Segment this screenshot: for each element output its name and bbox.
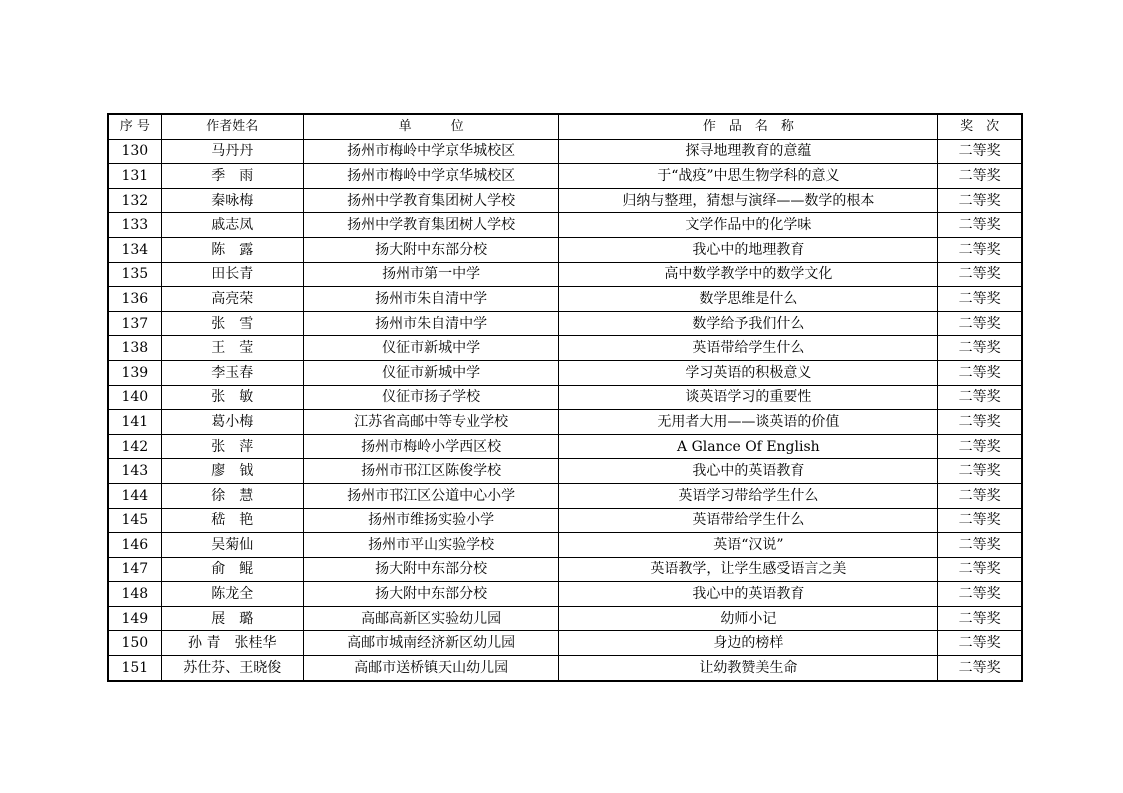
cell-no: 130 — [108, 139, 161, 164]
cell-unit: 扬大附中东部分校 — [303, 557, 559, 582]
cell-work: 幼师小记 — [559, 606, 938, 631]
cell-author: 吴菊仙 — [161, 533, 303, 558]
cell-unit: 仪征市新城中学 — [303, 360, 559, 385]
header-unit: 单 位 — [303, 114, 559, 139]
cell-no: 145 — [108, 508, 161, 533]
cell-author: 张 敏 — [161, 385, 303, 410]
cell-award: 二等奖 — [938, 164, 1022, 189]
cell-author: 嵇 艳 — [161, 508, 303, 533]
cell-unit: 仪征市扬子学校 — [303, 385, 559, 410]
cell-unit: 扬州市平山实验学校 — [303, 533, 559, 558]
cell-no: 151 — [108, 656, 161, 681]
cell-work: 英语带给学生什么 — [559, 508, 938, 533]
cell-author: 苏仕芬、王晓俊 — [161, 656, 303, 681]
cell-author: 俞 鲲 — [161, 557, 303, 582]
cell-no: 140 — [108, 385, 161, 410]
cell-unit: 扬州市梅岭中学京华城校区 — [303, 164, 559, 189]
cell-award: 二等奖 — [938, 360, 1022, 385]
cell-no: 141 — [108, 410, 161, 435]
cell-award: 二等奖 — [938, 557, 1022, 582]
cell-work: 我心中的英语教育 — [559, 582, 938, 607]
cell-award: 二等奖 — [938, 237, 1022, 262]
header-author: 作者姓名 — [161, 114, 303, 139]
table-row — [108, 606, 1022, 631]
table-row — [108, 164, 1022, 189]
cell-work: 高中数学教学中的数学文化 — [559, 262, 938, 287]
cell-no: 139 — [108, 360, 161, 385]
cell-unit: 扬州市邗江区陈俊学校 — [303, 459, 559, 484]
cell-author: 葛小梅 — [161, 410, 303, 435]
cell-award: 二等奖 — [938, 287, 1022, 312]
cell-award: 二等奖 — [938, 385, 1022, 410]
cell-unit: 扬州市维扬实验小学 — [303, 508, 559, 533]
cell-unit: 扬州市朱自清中学 — [303, 287, 559, 312]
cell-author: 张 萍 — [161, 434, 303, 459]
cell-unit: 扬州市梅岭小学西区校 — [303, 434, 559, 459]
award-table — [107, 113, 1023, 682]
cell-author: 王 莹 — [161, 336, 303, 361]
table-row — [108, 656, 1022, 681]
cell-work: 文学作品中的化学味 — [559, 213, 938, 238]
table-body — [108, 139, 1022, 681]
cell-work: 英语带给学生什么 — [559, 336, 938, 361]
cell-work: 数学给予我们什么 — [559, 311, 938, 336]
table-row — [108, 237, 1022, 262]
cell-no: 137 — [108, 311, 161, 336]
cell-author: 马丹丹 — [161, 139, 303, 164]
cell-no: 136 — [108, 287, 161, 312]
cell-work: 谈英语学习的重要性 — [559, 385, 938, 410]
header-work: 作 品 名 称 — [559, 114, 938, 139]
cell-author: 季 雨 — [161, 164, 303, 189]
cell-award: 二等奖 — [938, 582, 1022, 607]
cell-author: 廖 钺 — [161, 459, 303, 484]
cell-unit: 扬州市梅岭中学京华城校区 — [303, 139, 559, 164]
cell-author: 孙 青 张桂华 — [161, 631, 303, 656]
cell-no: 148 — [108, 582, 161, 607]
cell-author: 陈 露 — [161, 237, 303, 262]
cell-unit: 高邮市城南经济新区幼儿园 — [303, 631, 559, 656]
table-row — [108, 287, 1022, 312]
table-row — [108, 262, 1022, 287]
header-no: 序 号 — [108, 114, 161, 139]
cell-award: 二等奖 — [938, 188, 1022, 213]
cell-author: 秦咏梅 — [161, 188, 303, 213]
cell-no: 134 — [108, 237, 161, 262]
cell-unit: 仪征市新城中学 — [303, 336, 559, 361]
cell-unit: 高邮高新区实验幼儿园 — [303, 606, 559, 631]
cell-award: 二等奖 — [938, 434, 1022, 459]
cell-unit: 高邮市送桥镇天山幼儿园 — [303, 656, 559, 681]
cell-unit: 江苏省高邮中等专业学校 — [303, 410, 559, 435]
cell-work: 探寻地理教育的意蕴 — [559, 139, 938, 164]
cell-work: A Glance Of English — [559, 434, 938, 459]
cell-work: 让幼教赞美生命 — [559, 656, 938, 681]
cell-unit: 扬大附中东部分校 — [303, 582, 559, 607]
cell-work: 英语教学，让学生感受语言之美 — [559, 557, 938, 582]
table-row — [108, 434, 1022, 459]
cell-work: 无用者大用——谈英语的价值 — [559, 410, 938, 435]
cell-award: 二等奖 — [938, 459, 1022, 484]
cell-no: 150 — [108, 631, 161, 656]
cell-no: 146 — [108, 533, 161, 558]
cell-no: 133 — [108, 213, 161, 238]
cell-work: 身边的榜样 — [559, 631, 938, 656]
cell-author: 陈龙全 — [161, 582, 303, 607]
cell-work: 数学思维是什么 — [559, 287, 938, 312]
cell-author: 李玉春 — [161, 360, 303, 385]
cell-no: 138 — [108, 336, 161, 361]
cell-award: 二等奖 — [938, 631, 1022, 656]
cell-no: 132 — [108, 188, 161, 213]
table-row — [108, 557, 1022, 582]
table-row — [108, 410, 1022, 435]
cell-award: 二等奖 — [938, 656, 1022, 681]
cell-author: 高亮荣 — [161, 287, 303, 312]
table-row — [108, 631, 1022, 656]
cell-award: 二等奖 — [938, 606, 1022, 631]
cell-unit: 扬州中学教育集团树人学校 — [303, 188, 559, 213]
table-row — [108, 139, 1022, 164]
table-row — [108, 336, 1022, 361]
table-row — [108, 483, 1022, 508]
cell-work: 英语学习带给学生什么 — [559, 483, 938, 508]
cell-no: 142 — [108, 434, 161, 459]
cell-work: 我心中的英语教育 — [559, 459, 938, 484]
cell-work: 英语“汉说” — [559, 533, 938, 558]
cell-unit: 扬州中学教育集团树人学校 — [303, 213, 559, 238]
cell-work: 我心中的地理教育 — [559, 237, 938, 262]
table-row — [108, 311, 1022, 336]
table-row — [108, 533, 1022, 558]
cell-author: 展 璐 — [161, 606, 303, 631]
table-row — [108, 508, 1022, 533]
table-row — [108, 360, 1022, 385]
cell-no: 144 — [108, 483, 161, 508]
cell-unit: 扬州市朱自清中学 — [303, 311, 559, 336]
cell-award: 二等奖 — [938, 336, 1022, 361]
cell-no: 131 — [108, 164, 161, 189]
table-row — [108, 385, 1022, 410]
cell-author: 戚志凤 — [161, 213, 303, 238]
cell-award: 二等奖 — [938, 262, 1022, 287]
cell-work: 学习英语的积极意义 — [559, 360, 938, 385]
cell-award: 二等奖 — [938, 311, 1022, 336]
table-row — [108, 582, 1022, 607]
cell-unit: 扬州市邗江区公道中心小学 — [303, 483, 559, 508]
table-row — [108, 213, 1022, 238]
cell-no: 147 — [108, 557, 161, 582]
table-header-row — [108, 114, 1022, 139]
cell-unit: 扬大附中东部分校 — [303, 237, 559, 262]
header-award: 奖 次 — [938, 114, 1022, 139]
cell-author: 张 雪 — [161, 311, 303, 336]
cell-no: 143 — [108, 459, 161, 484]
cell-award: 二等奖 — [938, 410, 1022, 435]
cell-award: 二等奖 — [938, 533, 1022, 558]
cell-award: 二等奖 — [938, 213, 1022, 238]
cell-award: 二等奖 — [938, 139, 1022, 164]
cell-no: 135 — [108, 262, 161, 287]
table-row — [108, 188, 1022, 213]
cell-work: 归纳与整理，猜想与演绎——数学的根本 — [559, 188, 938, 213]
cell-author: 徐 慧 — [161, 483, 303, 508]
cell-no: 149 — [108, 606, 161, 631]
cell-award: 二等奖 — [938, 508, 1022, 533]
cell-unit: 扬州市第一中学 — [303, 262, 559, 287]
cell-award: 二等奖 — [938, 483, 1022, 508]
cell-author: 田长青 — [161, 262, 303, 287]
cell-work: 于“战疫”中思生物学科的意义 — [559, 164, 938, 189]
table-row — [108, 459, 1022, 484]
